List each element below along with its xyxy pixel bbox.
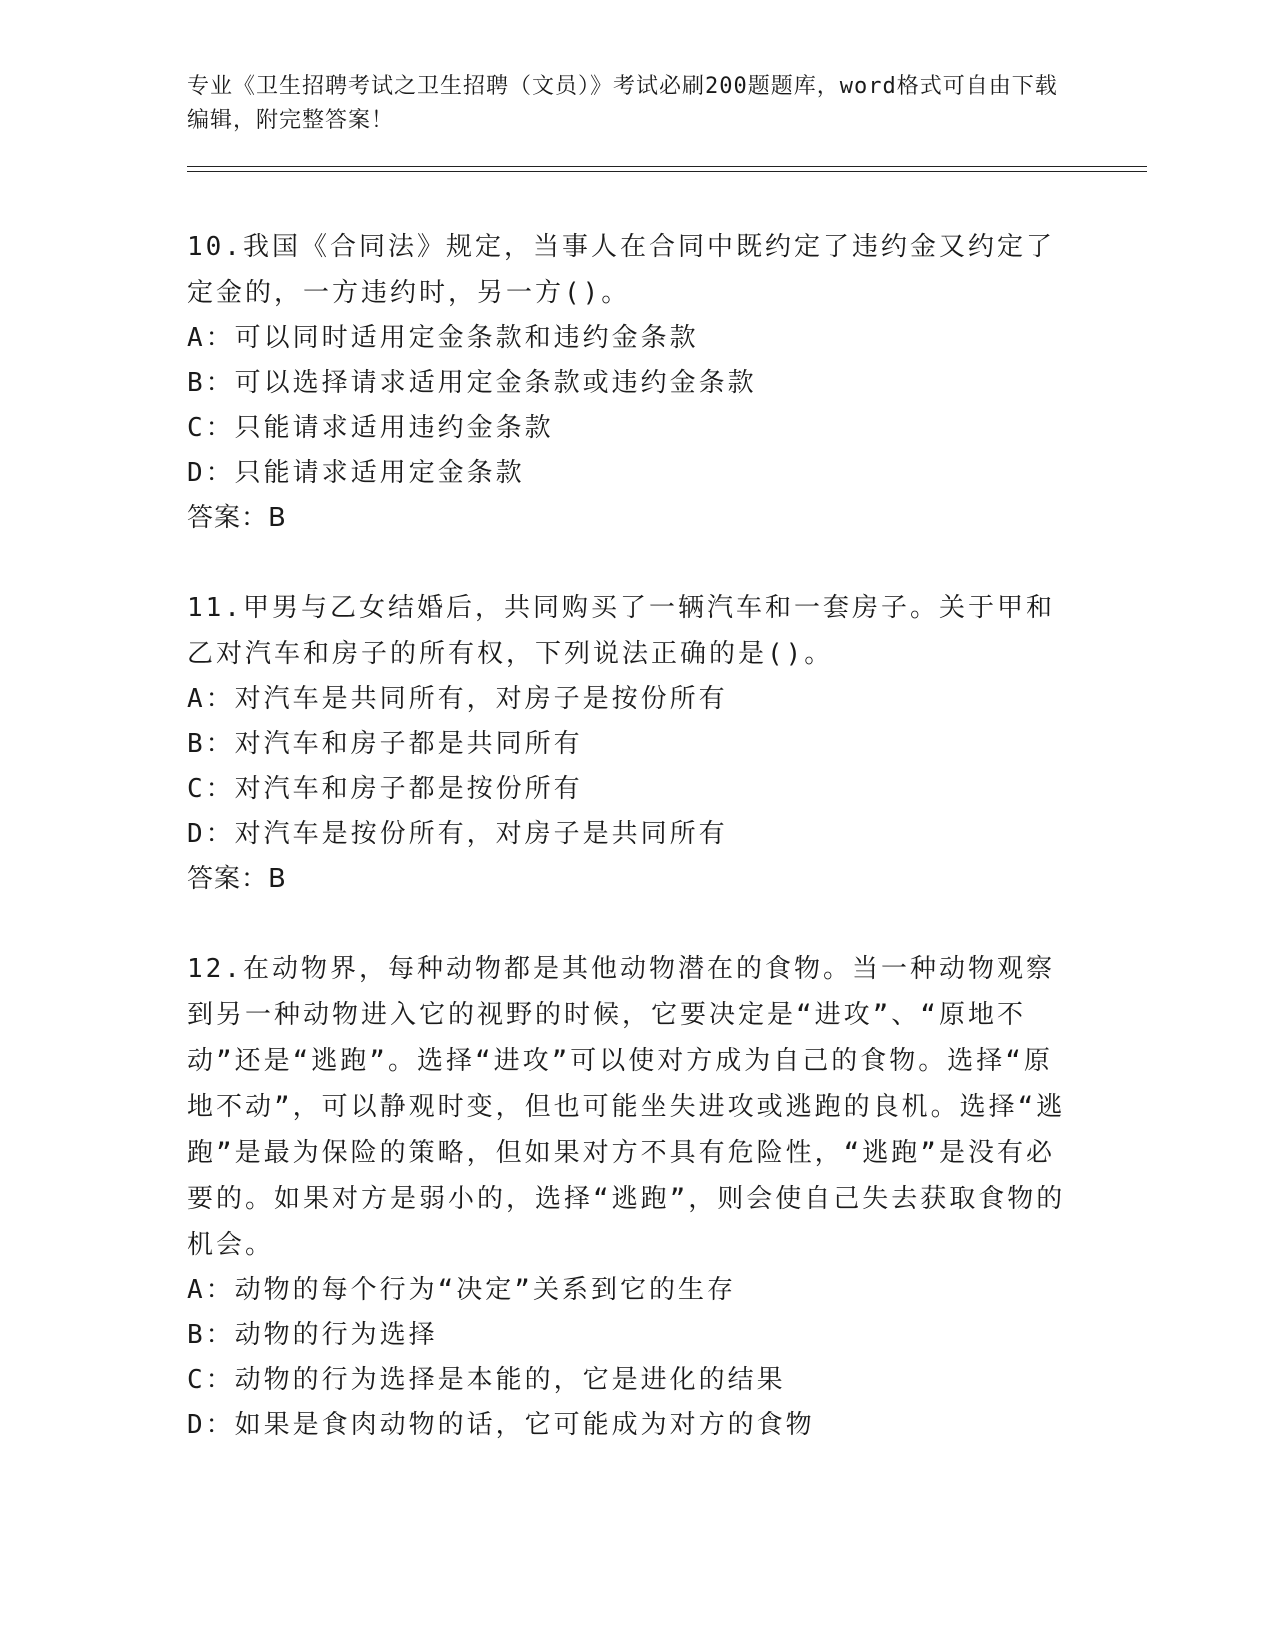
option-a: A：动物的每个行为“决定”关系到它的生存 [187,1275,736,1305]
option-c: C：只能请求适用违约金条款 [187,413,554,443]
option-c: C：对汽车和房子都是按份所有 [187,774,583,804]
option-c: C：动物的行为选择是本能的，它是进化的结果 [187,1365,786,1395]
answer: 答案：B [187,864,287,894]
header-divider [187,166,1147,172]
question-stem: 12.在动物界，每种动物都是其他动物潜在的食物。当一种动物观察到另一种动物进入它的视野的时候，它要决定是“进攻”、“原地不动”还是“逃跑”。选择“进攻”可以使对方成为自己的食物。选择“原地不动”，可以静观时变，但也可能坐失进攻或逃跑的良机。选择“逃跑”是最为保险的策略，但如果对方不具有危险性，“逃跑”是没有必要的。如果对方是弱小的，选择“逃跑”，则会使自己失去获取食物的机会。 [187,954,1066,1260]
option-b: B：动物的行为选择 [187,1320,438,1350]
option-d: D：只能请求适用定金条款 [187,458,525,488]
option-b: B：可以选择请求适用定金条款或违约金条款 [187,368,757,398]
option-b: B：对汽车和房子都是共同所有 [187,729,583,759]
option-d: D：如果是食肉动物的话，它可能成为对方的食物 [187,1410,815,1440]
document-header: 专业《卫生招聘考试之卫生招聘（文员）》考试必刷200题题库，word格式可自由下载编辑，附完整答案！ [187,74,1058,133]
question-11 [187,585,1147,902]
option-a: A：可以同时适用定金条款和违约金条款 [187,323,699,353]
document-page [187,70,1147,1448]
question-stem: 11.甲男与乙女结婚后，共同购买了一辆汽车和一套房子。关于甲和乙对汽车和房子的所有权，下列说法正确的是()。 [187,593,1055,669]
answer: 答案：B [187,503,287,533]
option-d: D：对汽车是按份所有，对房子是共同所有 [187,819,728,849]
question-stem: 10.我国《合同法》规定，当事人在合同中既约定了违约金又约定了定金的，一方违约时，另一方()。 [187,232,1055,308]
question-12 [187,946,1147,1448]
question-10 [187,224,1147,541]
option-a: A：对汽车是共同所有，对房子是按份所有 [187,684,728,714]
